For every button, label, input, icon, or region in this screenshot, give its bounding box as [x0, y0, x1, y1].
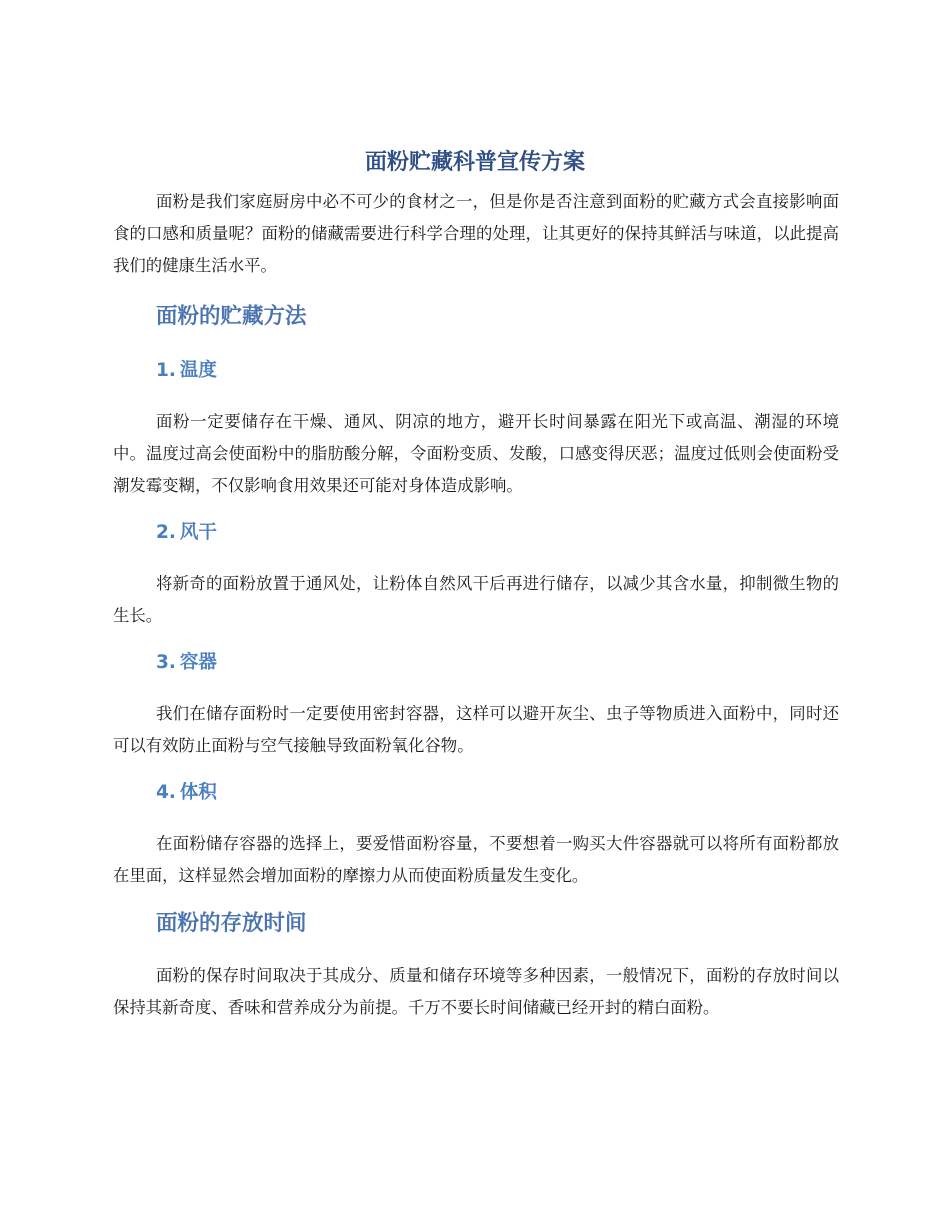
subheading-volume [156, 779, 217, 807]
subheading-title: 温度 [179, 360, 217, 381]
subheading-number: 3. [156, 652, 176, 673]
intro-paragraph: 面粉是我们家庭厨房中必不可少的食材之一，但是你是否注意到面粉的贮藏方式会直接影响面食的口感和质量呢？面粉的储藏需要进行科学合理的处理，让其更好的保持其鲜活与味道，以此提高我们的健康生活水平。 [113, 192, 839, 275]
paragraph-container: 我们在储存面粉时一定要使用密封容器，这样可以避开灰尘、虫子等物质进入面粉中，同时还可以有效防止面粉与空气接触导致面粉氧化谷物。 [113, 704, 839, 755]
subheading-title: 容器 [179, 652, 217, 673]
subheading-air-drying [156, 519, 217, 547]
paragraph-storage-time: 面粉的保存时间取决于其成分、质量和储存环境等多种因素，一般情况下，面粉的存放时间以保持其新奇度、香味和营养成分为前提。千万不要长时间储藏已经开封的精白面粉。 [113, 966, 839, 1017]
subheading-title: 风干 [179, 522, 217, 543]
subheading-title: 体积 [179, 782, 217, 803]
subheading-temperature [156, 357, 217, 385]
document-title: 面粉贮藏科普宣传方案 [364, 150, 585, 175]
subheading-number: 2. [156, 522, 176, 543]
subheading-container [156, 649, 217, 677]
section-heading-storage-methods: 面粉的贮藏方法 [156, 304, 307, 329]
subheading-number: 1. [156, 360, 176, 381]
section-heading-storage-time: 面粉的存放时间 [156, 911, 307, 936]
paragraph-temperature: 面粉一定要储存在干燥、通风、阴凉的地方，避开长时间暴露在阳光下或高温、潮湿的环境中。温度过高会使面粉中的脂肪酸分解，令面粉变质、发酸，口感变得厌恶；温度过低则会使面粉受潮发霉变糊，不仅影响食用效果还可能对身体造成影响。 [113, 412, 839, 495]
subheading-number: 4. [156, 782, 176, 803]
paragraph-volume: 在面粉储存容器的选择上，要爱惜面粉容量，不要想着一购买大件容器就可以将所有面粉都放在里面，这样显然会增加面粉的摩擦力从而使面粉质量发生变化。 [113, 834, 839, 885]
paragraph-air-drying: 将新奇的面粉放置于通风处，让粉体自然风干后再进行储存，以减少其含水量，抑制微生物的生长。 [113, 574, 839, 625]
